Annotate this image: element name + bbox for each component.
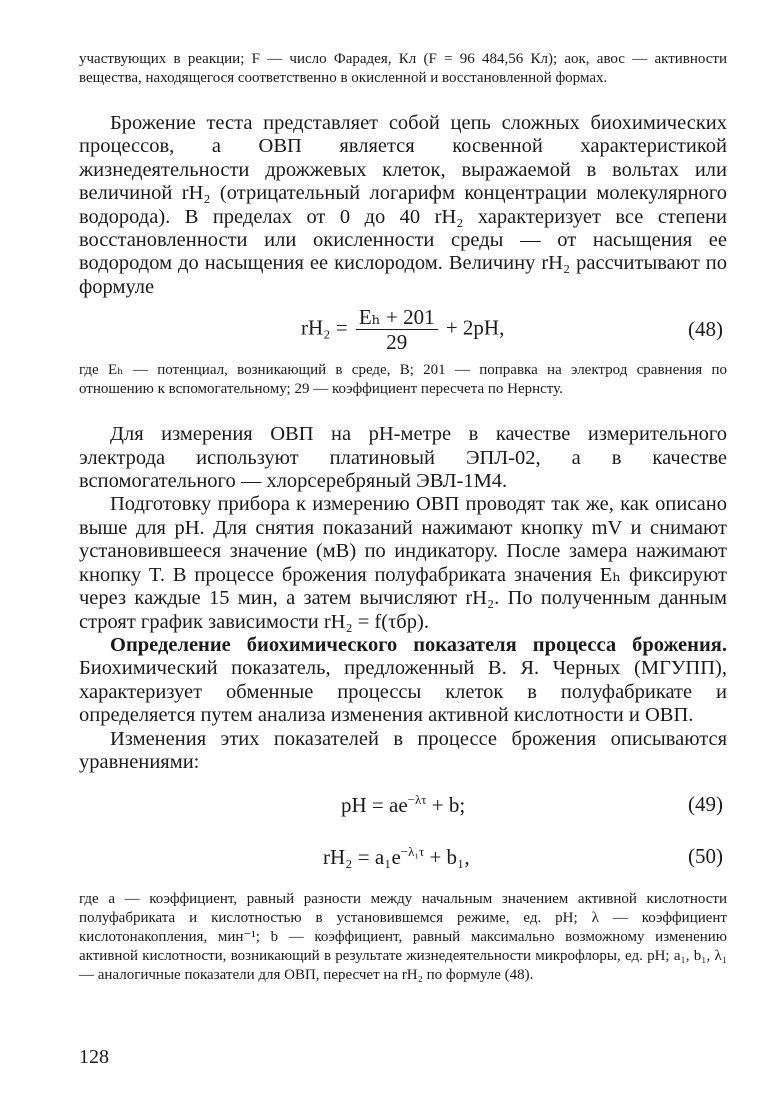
formula-48	[79, 299, 727, 361]
section-heading: Определение биохимического показателя процесса брожения.	[110, 633, 727, 656]
formula-50	[79, 826, 727, 878]
page-content	[79, 50, 727, 985]
paragraph-fermentation: Брожение теста представляет собой цепь сложных биохимических процессов, а ОВП является косвенной характеристикой жизнедеятельности дрожжевых клеток, выражаемой в вольтах или величиной rH₂ (отрицательный логарифм концентрации молекулярного водорода). В пределах от 0 до 40 rH₂ характеризует все степени восстановленности или окисленности среды — от насыщения ее водородом до насыщения ее кислородом. Величину rH₂ рассчитывают по формуле	[79, 112, 727, 298]
top-note: участвующих в реакции; F — число Фарадея, Кл (F = 96 484,56 Кл); aок, aвос — активности вещества, находящегося соответственно в окисленной и восстановленной формах.	[79, 51, 727, 86]
formula-50-number: (50)	[688, 844, 723, 869]
paragraph-biochemical-text: Биохимический показатель, предложенный В. Я. Черных (МГУПП), характеризует обменные процессы клеток в полуфабрикате и определяется путем анализа изменения активной кислотности и ОВП.	[79, 657, 727, 727]
formula-48-numerator: Eₕ + 201	[356, 305, 438, 330]
note-48: где Eₕ — потенциал, возникающий в среде, В; 201 — поправка на электрод сравнения по отношению к вспомогательному; 29 — коэффициент пересчета по Нернсту.	[79, 362, 727, 398]
formula-50-tail: + b₁,	[424, 845, 470, 870]
page-number: 128	[79, 1046, 109, 1068]
formula-48-denominator: 29	[386, 330, 408, 355]
paragraph-preparation: Подготовку прибора к измерению ОВП проводят так же, как описано выше для pH. Для снятия показаний нажимают кнопку mV и снимают установившееся значение (мВ) по индикатору. После замера нажимают кнопку T. В процессе брожения полуфабриката значения Eₕ фиксируют через каждые 15 мин, а затем вычисляют rH₂. По полученным данным строят график зависимости rH₂ = f(τбр).	[79, 493, 727, 633]
formula-50-exponent: −λ₁τ	[400, 844, 425, 860]
formula-48-fraction	[356, 305, 438, 354]
formula-48-rhs: + 2pH,	[445, 315, 505, 340]
formula-49-tail: + b;	[426, 793, 466, 818]
formula-48-lhs: rH₂ =	[301, 315, 348, 340]
formula-49-exponent: −λτ	[407, 792, 427, 808]
paragraph-equations-intro: Изменения этих показателей в процессе брожения описываются уравнениями:	[79, 727, 727, 773]
formula-48-number: (48)	[688, 317, 723, 342]
formula-49	[79, 774, 727, 826]
note-50: где a — коэффициент, равный разности между начальным значением активной кислотности полуфабриката и кислотностью в установившемся режиме, ед. pH; λ — коэффициент кислотонакопления, мин⁻¹; b — коэффициент, равный максимально возможному изменению активной кислотности, возникающий в результате жизнедеятельности микрофлоры, ед. pH; a₁, b₁, λ₁ — аналогичные показатели для ОВП, пересчет на rH₂ по формуле (48).	[79, 891, 727, 984]
formula-49-base: pH = ae	[341, 793, 408, 818]
formula-49-number: (49)	[688, 792, 723, 817]
paragraph-biochemical-indicator	[79, 634, 727, 728]
paragraph-measurement: Для измерения ОВП на pH-метре в качестве измерительного электрода используют платиновый ЭПЛ-02, а в качестве вспомогательного — хлорсеребряный ЭВЛ-1М4.	[79, 423, 727, 493]
formula-50-base: rH₂ = a₁e	[323, 845, 401, 870]
